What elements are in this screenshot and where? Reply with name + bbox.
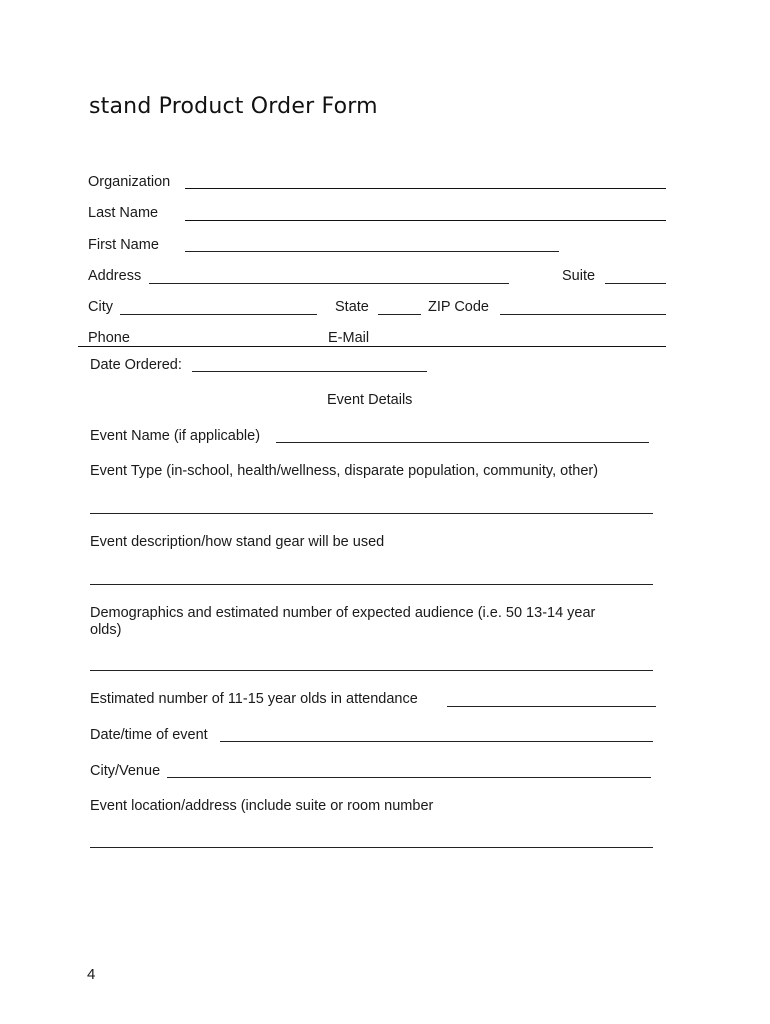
last-name-field[interactable] bbox=[185, 220, 666, 221]
last-name-label: Last Name bbox=[88, 205, 159, 221]
demographics-label-line1: Demographics and estimated number of expected audience (i.e. 50 13-14 year bbox=[90, 605, 596, 621]
attendance-field[interactable] bbox=[447, 706, 656, 707]
suite-label: Suite bbox=[562, 268, 596, 284]
event-name-label: Event Name (if applicable) bbox=[90, 428, 261, 444]
demographics-label-line2: olds) bbox=[90, 622, 122, 638]
city-label: City bbox=[88, 299, 113, 315]
phone-label: Phone bbox=[88, 330, 130, 346]
page-number: 4 bbox=[87, 966, 96, 983]
zip-field[interactable] bbox=[500, 314, 666, 315]
phone-email-field[interactable] bbox=[78, 346, 666, 347]
event-datetime-label: Date/time of event bbox=[90, 727, 208, 743]
email-label: E-Mail bbox=[328, 330, 370, 346]
demographics-field[interactable] bbox=[90, 670, 653, 671]
date-ordered-field[interactable] bbox=[192, 371, 427, 372]
attendance-label: Estimated number of 11-15 year olds in attendance bbox=[90, 691, 418, 707]
event-location-field[interactable] bbox=[90, 847, 653, 848]
event-type-label: Event Type (in-school, health/wellness, disparate population, community, other) bbox=[90, 463, 599, 479]
zip-label: ZIP Code bbox=[428, 299, 489, 315]
state-label: State bbox=[335, 299, 369, 315]
city-field[interactable] bbox=[120, 314, 317, 315]
event-name-field[interactable] bbox=[276, 442, 649, 443]
state-field[interactable] bbox=[378, 314, 421, 315]
venue-label: City/Venue bbox=[90, 763, 161, 779]
event-description-field[interactable] bbox=[90, 584, 653, 585]
suite-field[interactable] bbox=[605, 283, 666, 284]
address-field[interactable] bbox=[149, 283, 509, 284]
date-ordered-label: Date Ordered: bbox=[90, 357, 182, 373]
address-label: Address bbox=[88, 268, 142, 284]
first-name-field[interactable] bbox=[185, 251, 559, 252]
event-details-heading: Event Details bbox=[327, 392, 413, 408]
event-description-label: Event description/how stand gear will be used bbox=[90, 534, 385, 550]
event-datetime-field[interactable] bbox=[220, 741, 653, 742]
page-title: stand Product Order Form bbox=[89, 94, 378, 119]
first-name-label: First Name bbox=[88, 237, 159, 253]
organization-label: Organization bbox=[88, 174, 171, 190]
event-location-label: Event location/address (include suite or room number bbox=[90, 798, 434, 814]
venue-field[interactable] bbox=[167, 777, 651, 778]
event-type-field[interactable] bbox=[90, 513, 653, 514]
organization-field[interactable] bbox=[185, 188, 666, 189]
